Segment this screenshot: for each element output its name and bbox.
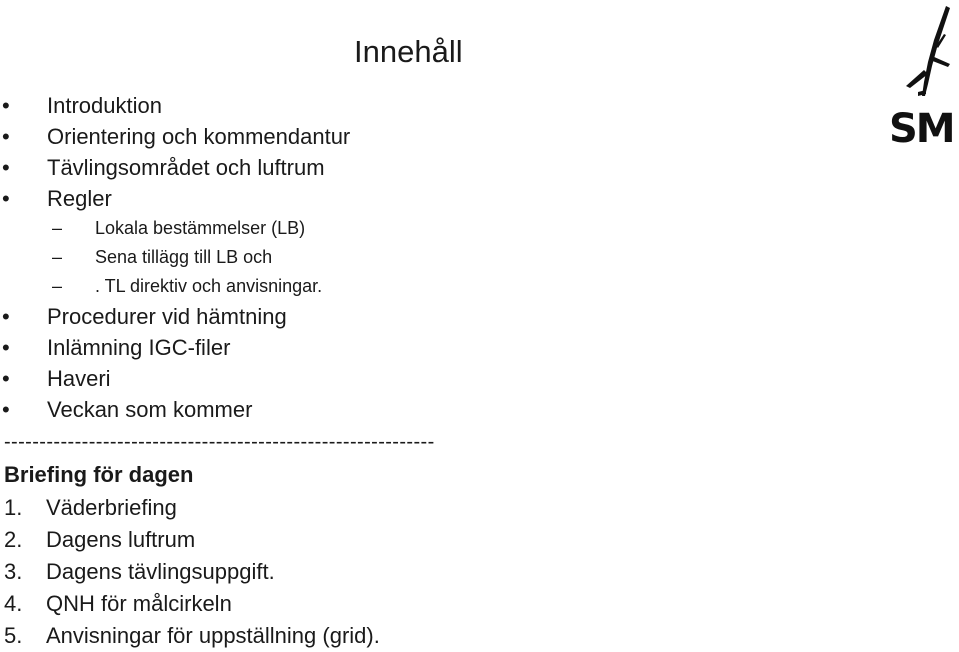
list-item	[0, 183, 350, 214]
list-item	[0, 152, 350, 183]
briefing-list	[4, 492, 380, 652]
list-item	[0, 394, 350, 425]
list-item	[0, 121, 350, 152]
logo-text: SM	[889, 106, 954, 146]
list-item	[0, 214, 350, 243]
dash-marker: –	[52, 276, 63, 296]
dash-marker: –	[52, 247, 63, 267]
sm-logo	[888, 4, 956, 146]
bullet-marker: •	[2, 186, 10, 211]
briefing-item-number: 4.	[4, 591, 23, 616]
list-item	[0, 363, 350, 394]
bullet-marker: •	[2, 366, 10, 391]
list-item-text: Veckan som kommer	[47, 397, 253, 422]
list-item-text: Orientering och kommendantur	[47, 124, 351, 149]
briefing-heading: Briefing för dagen	[4, 462, 194, 487]
list-item	[0, 301, 350, 332]
briefing-item-text: Anvisningar för uppställning (grid).	[46, 623, 380, 648]
list-item	[0, 243, 350, 272]
dash-marker: –	[52, 218, 63, 238]
briefing-item-text: QNH för målcirkeln	[46, 591, 232, 616]
briefing-item-number: 5.	[4, 623, 23, 648]
briefing-item-number: 3.	[4, 559, 23, 584]
list-item-text: Haveri	[47, 366, 111, 391]
list-item-text: Inlämning IGC-filer	[47, 335, 231, 360]
list-item	[0, 90, 350, 121]
briefing-item	[4, 492, 380, 524]
briefing-item	[4, 556, 380, 588]
list-item-text: Lokala bestämmelser (LB)	[95, 218, 306, 238]
bullet-marker: •	[2, 93, 10, 118]
list-item-text: . TL direktiv och anvisningar.	[95, 276, 323, 296]
list-item-text: Tävlingsområdet och luftrum	[47, 155, 325, 180]
bullet-marker: •	[2, 155, 10, 180]
list-item-text: Sena tillägg till LB och	[95, 247, 273, 267]
briefing-item-number: 2.	[4, 527, 23, 552]
briefing-item	[4, 524, 380, 556]
page-title: Innehåll	[354, 34, 463, 69]
contents-list	[0, 90, 350, 425]
briefing-item-text: Väderbriefing	[46, 495, 177, 520]
bullet-marker: •	[2, 124, 10, 149]
glider-icon	[888, 4, 956, 146]
list-item-text: Procedurer vid hämtning	[47, 304, 287, 329]
separator-line: -------------------------------------------------------------	[4, 431, 435, 453]
bullet-marker: •	[2, 304, 10, 329]
briefing-item-number: 1.	[4, 495, 23, 520]
briefing-item	[4, 620, 380, 652]
list-item	[0, 272, 350, 301]
list-item	[0, 332, 350, 363]
briefing-item-text: Dagens luftrum	[46, 527, 196, 552]
list-item-text: Regler	[47, 186, 112, 211]
briefing-item	[4, 588, 380, 620]
bullet-marker: •	[2, 397, 10, 422]
briefing-item-text: Dagens tävlingsuppgift.	[46, 559, 275, 584]
list-item-text: Introduktion	[47, 93, 162, 118]
bullet-marker: •	[2, 335, 10, 360]
